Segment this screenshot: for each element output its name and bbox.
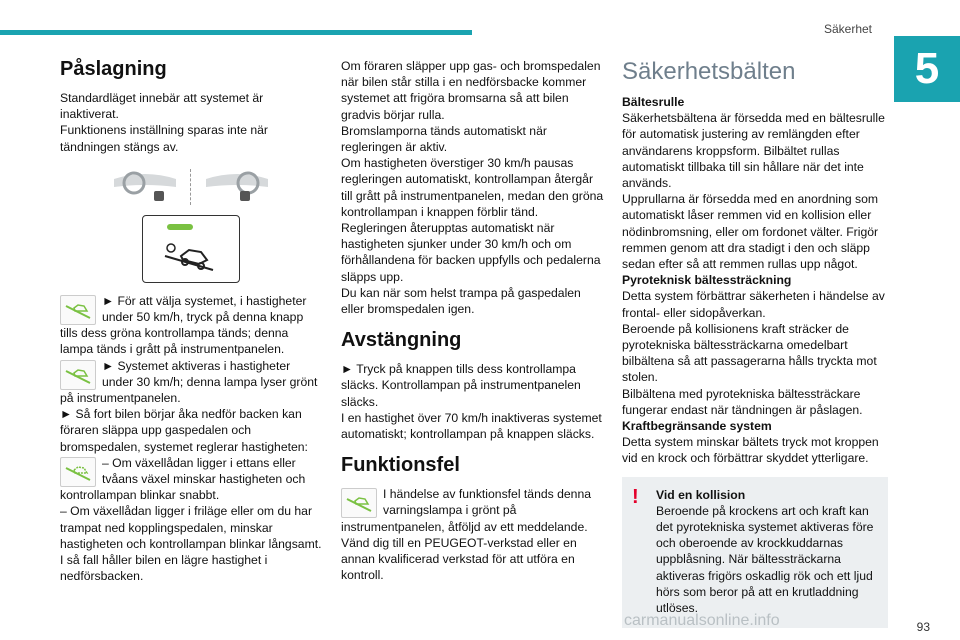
warning-text: Beroende på krockens art och kraft kan det pyrotekniska systemet aktiveras före och oberoende av krockkuddarnas uppblåsning. När bältessträckarna aktiveras frigörs oskadlig rök och ett ljud hörs som beror på att en krutladdning utlöses. bbox=[656, 503, 874, 616]
instruction-step: ► Systemet aktiveras i hastigheter under 30 km/h; denna lampa lyser grönt på instrumentpanelen. bbox=[60, 358, 318, 406]
paragraph: Bilbältena med pyrotekniska bältessträckare fungerar endast när tändningen är påslagen. bbox=[622, 386, 863, 417]
page-number: 93 bbox=[916, 620, 930, 634]
paragraph: I händelse av funktionsfel tänds denna varningslampa i grönt på instrumentpanelen, åtföljd av ett meddelande. bbox=[341, 487, 592, 534]
paragraph: I en hastighet över 70 km/h inaktiveras systemet automatiskt; kontrollampan på knappen släcks. bbox=[341, 410, 602, 442]
heading-sakerhetsbalten: Säkerhetsbälten bbox=[622, 58, 796, 85]
hill-descent-button-icon bbox=[142, 215, 240, 283]
warning-box bbox=[622, 477, 888, 629]
header-accent-bar bbox=[0, 30, 472, 35]
paragraph: Vänd dig till en PEUGEOT-verkstad eller en annan kvalificerad verkstad för att utföra en kontroll. bbox=[341, 535, 577, 583]
column-left bbox=[60, 58, 322, 584]
heading-funktionsfel: Funktionsfel bbox=[341, 454, 460, 477]
paragraph: Säkerhetsbältena är försedda med en bältesrulle för automatisk justering av remlängden efter användarens kroppsform. Bilbältet rullas automatiskt tillbaka till sin hållare när det inte används. bbox=[622, 111, 885, 191]
paragraph: Regleringen återupptas automatiskt när hastigheten sjunker under 30 km/h och om förhållandena för backen uppfylls och pedalerna släpps upp. bbox=[341, 221, 601, 284]
paragraph: Detta system förbättrar säkerheten i händelse av frontal- eller sidopåverkan. bbox=[622, 289, 885, 320]
instruction-step: ► Tryck på knappen tills dess kontrollampa släcks. Kontrollampan på instrumentpanelen släcks. bbox=[341, 362, 581, 409]
heading-paslagning: Påslagning bbox=[60, 58, 167, 80]
heading-avstangning: Avstängning bbox=[341, 329, 462, 352]
subheading: Pyroteknisk bältessträckning bbox=[622, 273, 792, 288]
paragraph: Funktionens inställning sparas inte när tändningen stängs av. bbox=[60, 123, 268, 154]
paragraph: Detta system minskar bältets tryck mot kroppen vid en krock och förbättrar skyddet ytterligare. bbox=[622, 435, 879, 466]
column-middle bbox=[341, 58, 605, 583]
subheading: Bältesrulle bbox=[622, 95, 685, 109]
watermark: carmanualsonline.info bbox=[624, 612, 780, 629]
hill-descent-lamp-icon bbox=[60, 457, 96, 487]
paragraph: Om föraren släpper upp gas- och bromspedalen när bilen står stilla i en nedförsbacke kommer systemet att frigöra bromsarna så att bilen gradvis börjar rulla. bbox=[341, 59, 601, 122]
paragraph: Om hastigheten överstiger 30 km/h pausas regleringen automatiskt, kontrollampan återgår till grått på instrumentpanelen, medan den gröna kontrollampan i knappen förblir tänd. bbox=[341, 156, 604, 219]
column-right bbox=[622, 58, 888, 628]
hill-descent-lamp-icon bbox=[341, 488, 377, 518]
steering-wheel-icon bbox=[202, 169, 272, 205]
paragraph: Beroende på kollisionens kraft sträcker de pyrotekniska bältessträckarna omedelbart bilbältena så att passagerarna hålls tryckta mot stolen. bbox=[622, 321, 877, 385]
hill-descent-lamp-icon bbox=[60, 295, 96, 325]
paragraph: Upprullarna är försedda med en anordning som automatiskt låser remmen vid en kollision eller nödinbromsning, eller om fordonet välter. Frigör remmen genom att dra stadigt i den och släpp sedan efter så att remmen rullas upp något. bbox=[622, 192, 879, 272]
subheading: Kraftbegränsande system bbox=[622, 419, 772, 434]
section-title: Säkerhet bbox=[823, 22, 872, 36]
dash-item: – Om växellådan ligger i ettans eller tvåans växel minskar hastigheten och kontrollampan blinkar snabbt. bbox=[60, 455, 306, 503]
paragraph: Du kan när som helst trampa på gaspedalen eller bromspedalen igen. bbox=[341, 285, 581, 317]
steering-wheel-icon bbox=[110, 169, 180, 205]
paragraph: Standardläget innebär att systemet är inaktiverat. bbox=[60, 91, 264, 122]
chapter-number: 5 bbox=[894, 36, 960, 102]
figure-divider bbox=[190, 169, 192, 205]
hill-descent-lamp-icon bbox=[60, 360, 96, 390]
instruction-step: ► Så fort bilen börjar åka nedför backen kan föraren släppa upp gaspedalen och bromspedalen, systemet reglerar hastigheten: bbox=[60, 407, 308, 454]
paragraph: Bromslamporna tänds automatiskt när regleringen är aktiv. bbox=[341, 123, 547, 155]
instruction-step: ► För att välja systemet, i hastigheter under 50 km/h, tryck på denna knapp tills dess gröna kontrollampa tänds; denna lampa tänds i grått på instrumentpanelen. bbox=[60, 293, 307, 357]
steering-wheel-figure bbox=[60, 167, 322, 207]
dash-item: – Om växellådan ligger i friläge eller om du har trampat ned kopplingspedalen, minskar hastigheten och kontrollampan blinkar långsamt. I så fall håller bilen en lägre hastighet i nedförsbacken. bbox=[60, 504, 322, 584]
warning-title: Vid en kollision bbox=[656, 487, 746, 502]
warning-mark-icon: ! bbox=[632, 485, 639, 508]
